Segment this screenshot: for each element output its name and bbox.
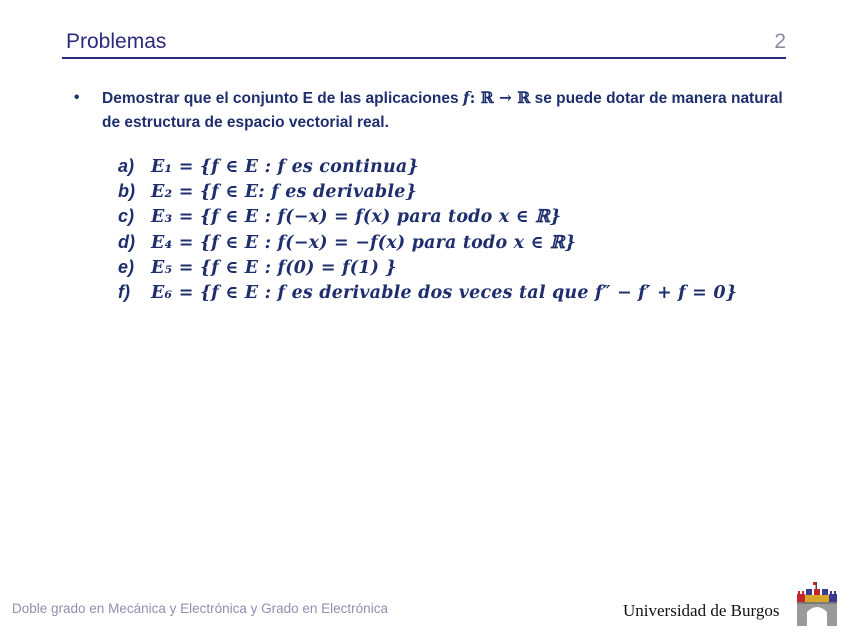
item-label: b) [118,181,135,202]
slide-title: Problemas [66,30,167,53]
item-formula: E₆ = {f ∈ E : f es derivable dos veces tal que f″ − f′ + f = 0} [151,282,738,303]
item-formula: E₅ = {f ∈ E : f(0) = f(1) } [151,257,397,278]
problem-statement [74,86,794,135]
subset-item-a [118,156,737,181]
item-label: e) [118,256,135,277]
item-formula: E₄ = {f ∈ E : f(−x) = −f(x) para todo x ∈ ℝ} [151,232,577,253]
problem-statement-text [102,86,794,135]
subset-item-b [118,181,737,206]
subset-list [118,156,737,307]
footer-degree: Doble grado en Mecánica y Electrónica y Grado en Electrónica [12,601,388,616]
item-formula: E₁ = {f ∈ E : f es continua} [151,157,419,177]
statement-text-before: Demostrar que el conjunto E de las aplicaciones [102,90,463,107]
item-label: a) [118,156,135,176]
statement-math-f: f [462,88,470,107]
page-number: 2 [774,30,786,53]
item-formula: E₃ = {f ∈ E : f(−x) = f(x) para todo x ∈ ℝ} [151,207,562,228]
statement-math-colon: : [469,88,481,107]
statement-math-map: ℝ → ℝ [480,88,531,107]
header-rule [62,57,786,59]
subset-item-e [118,257,737,282]
item-label: d) [118,231,135,252]
footer-university: Universidad de Burgos [623,601,780,620]
item-label: c) [118,206,135,227]
subset-item-f [118,282,737,307]
bullet-marker: • [74,89,80,106]
item-formula: E₂ = {f ∈ E: f es derivable} [151,182,417,203]
subset-item-c [118,206,737,231]
university-of-burgos-logo-icon [793,580,841,628]
subset-item-d [118,232,737,257]
item-label: f) [118,281,130,302]
statement-text-after: se puede dotar de manera natural de estructura de espacio vectorial real. [102,90,783,131]
